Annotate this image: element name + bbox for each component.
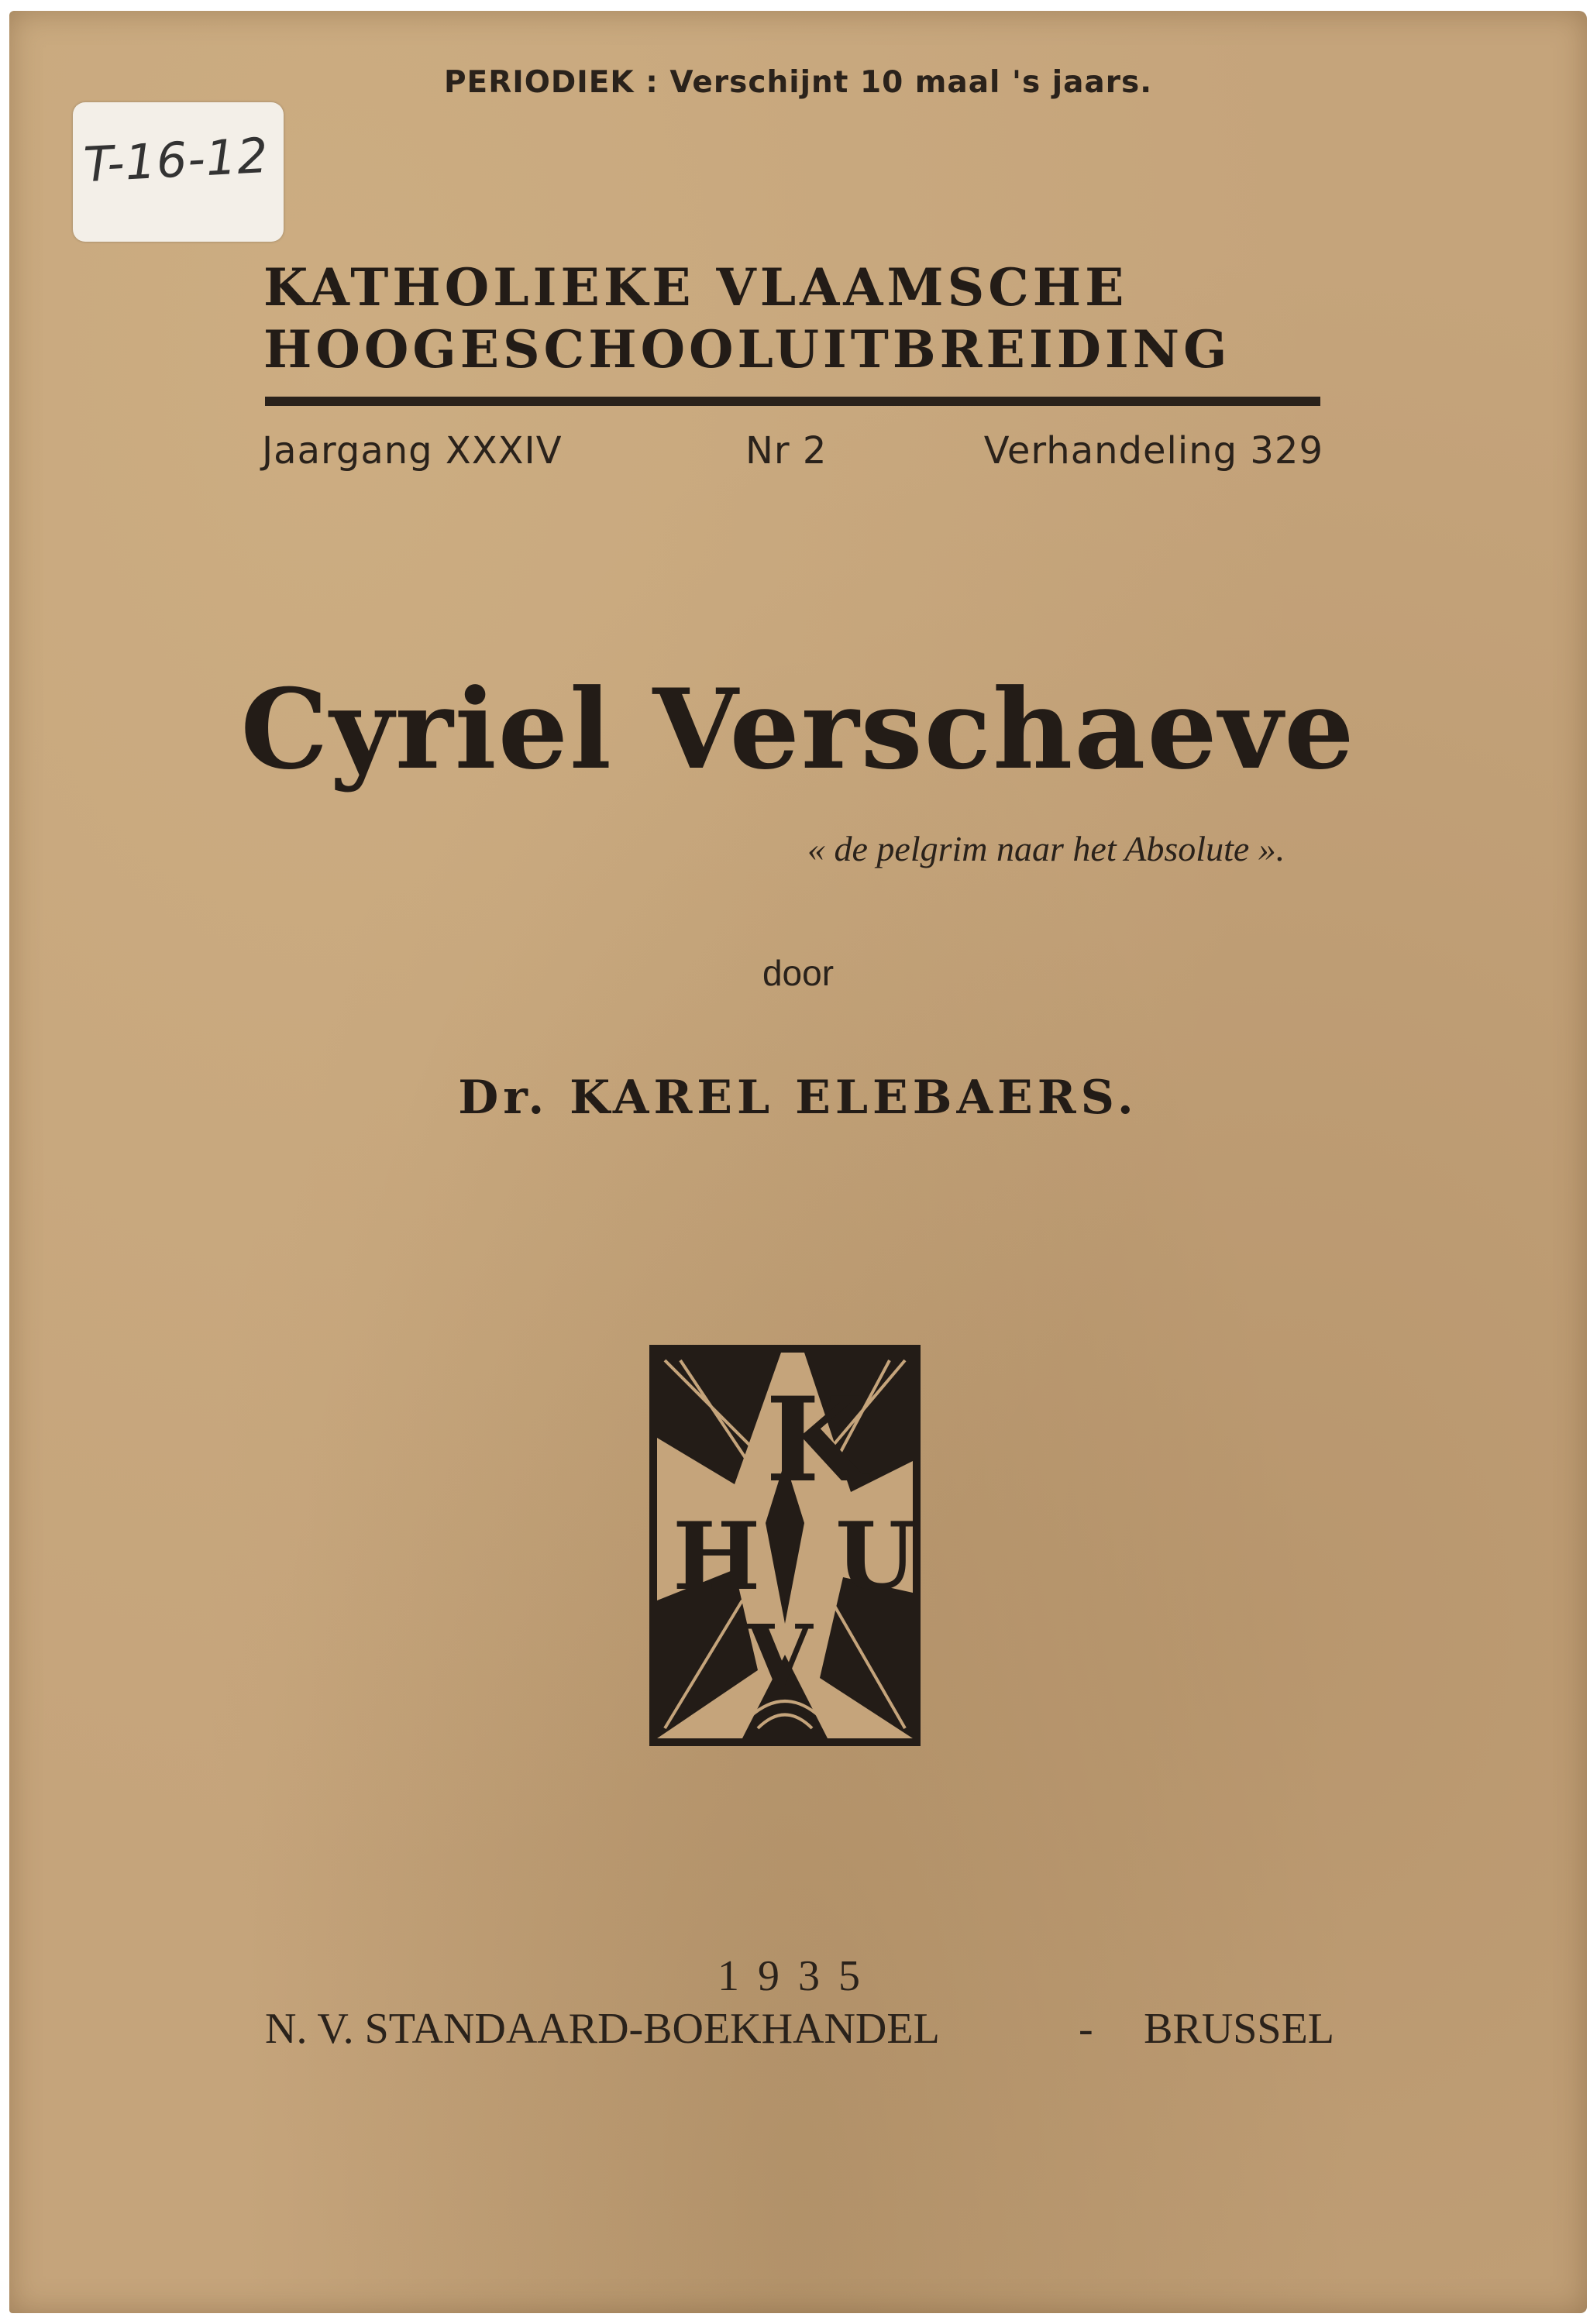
publisher-city: BRUSSEL — [1144, 2005, 1334, 2053]
library-label-sticker — [73, 102, 284, 242]
treatise-number: Verhandeling 329 — [983, 429, 1323, 473]
issue-number: Nr 2 — [745, 429, 828, 473]
volume-number: Jaargang XXXIV — [262, 429, 563, 473]
publisher-name: N. V. STANDAARD-BOEKHANDEL — [265, 2005, 940, 2053]
publisher-separator: - — [1079, 2005, 1093, 2053]
emblem-letter-v: V — [746, 1606, 813, 1706]
library-label-text: T-16-12 — [82, 126, 270, 194]
by-line: door — [762, 953, 835, 993]
book-title: Cyriel Verschaeve — [240, 665, 1356, 794]
periodical-note: PERIODIEK : Verschijnt 10 maal 's jaars. — [443, 65, 1153, 100]
series-title-line-1: KATHOLIEKE VLAAMSCHE — [263, 257, 1128, 318]
series-title-line-2: HOOGESCHOOLUITBREIDING — [263, 319, 1231, 380]
publication-year: 1935 — [718, 1952, 879, 2000]
khuv-monogram-emblem-icon — [649, 1345, 921, 1746]
book-cover — [9, 11, 1587, 2313]
emblem-letter-k: K — [766, 1372, 867, 1508]
header-rule — [265, 397, 1320, 406]
issue-info-row — [262, 429, 1323, 483]
emblem-letter-h: H — [673, 1502, 761, 1611]
book-subtitle: « de pelgrim naar het Absolute ». — [807, 829, 1285, 868]
emblem-letter-u: U — [835, 1502, 917, 1611]
author-name: Dr. KAREL ELEBAERS. — [458, 1071, 1138, 1125]
